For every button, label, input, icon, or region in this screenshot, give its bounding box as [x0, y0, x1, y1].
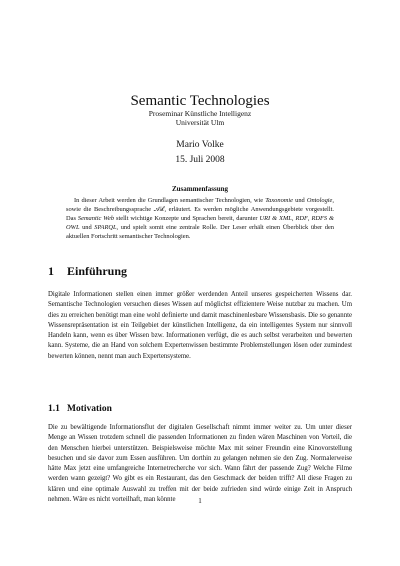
paper-date: 15. Juli 2008	[175, 155, 225, 165]
abstract-body	[66, 196, 334, 241]
subsection-1-1-body	[48, 423, 352, 505]
abstract-term: RDFS & OWL	[66, 215, 335, 231]
abstract-text-run: ,	[291, 215, 296, 222]
abstract-text-run: stellt wichtige Konzepte und Sprachen bereit, darunter	[114, 215, 260, 222]
abstract-term: URI & XML	[259, 215, 292, 222]
abstract-heading: Zusammenfassung	[171, 185, 228, 193]
author-name: Mario Volke	[176, 140, 224, 150]
seminar-name: Proseminar Künstliche Intelligenz	[148, 109, 252, 118]
abstract-text-run: und	[79, 224, 95, 231]
abstract-text-run: In dieser Arbeit werden die Grundlagen semantischer Technologien, wie	[74, 197, 266, 204]
subsection-heading-motivation	[48, 404, 112, 414]
section-title: Einführung	[67, 264, 128, 278]
subsection-1-1-paragraph: Die zu bewältigende Informationsflut der digitalen Gesellschaft nimmt immer weiter zu. Um unter dieser Menge an Wissen trotzdem schnell die passenden Informationen zu finden wären Maschinen von Vorteil, die den Menschen hierbei unterstützen. Beispielsweise möchte Max mit seiner Freundin eine Kinovorstellung besuchen und sie davor zum Essen ausführen. Um dorthin zu gelangen nehmen sie den Zug. Normalerweise hätte Max jetzt eine umfangreiche Internetrecherche vor sich. Wann fährt der passende Zug? Welche Filme werden wann gezeigt? Wo gibt es ein Restaurant, das den Geschmack der beiden trifft? All diese Fragen zu klären und eine optimale Auswahl zu treffen mit der beide zufrieden sind würde einige Zeit in Anspruch nehmen. Wäre es nicht vorteilhaft, man könnte	[48, 424, 352, 504]
section-number: 1	[48, 264, 54, 278]
subsection-number: 1.1	[48, 404, 60, 414]
abstract-term: Taxonomie	[265, 197, 293, 204]
university-name: Universität Ulm	[175, 118, 225, 127]
abstract-term: Semantic Web	[77, 215, 115, 222]
abstract-term: RDF	[295, 215, 308, 222]
subsection-title: Motivation	[67, 404, 112, 414]
section-1-paragraph: Digitale Informationen stellen einen immer größer werdenden Anteil unseres gespeicherten Wissens dar. Semantische Technologien versuchen dieses Wissen auf möglichst effizientere Weise nutzbar zu machen. Um dies zu erreichen benötigt man eine wohl definierte und damit maschinenlesbare Wissensbasis. Die so genannte Wissensrepräsentation ist ein Teilgebiet der künstlichen Intelligenz, da ein intelligentes System nur sinnvoll Handeln kann, wenn es über Wissen bzw. Informationen verfügt, die es auch selbst verarbeiten und bewerten kann. Systeme, die an Hand von solchem Expertenwissen bestimmte Problemstellungen lösen oder zumindest bewerten können, nennt man auch Expertensysteme.	[48, 291, 352, 360]
abstract-text-run: , erläutert. Es werden mögliche Anwendungsgebiete vorgestellt. Das	[66, 206, 334, 222]
abstract-text-run: 𝒜ℒ	[153, 206, 165, 213]
abstract-text-run: und	[293, 197, 307, 204]
page-number: 1	[198, 497, 202, 505]
abstract-term: SPARQL	[94, 224, 117, 231]
abstract-text-run: ,	[307, 215, 312, 222]
section-heading-einfuehrung	[48, 264, 127, 279]
section-1-body	[48, 290, 352, 362]
abstract-paragraph	[66, 196, 334, 241]
abstract-text-run: , und spielt somit eine zentrale Rolle. Der Leser erhält einen Überblick über den aktuellen Fortschritt semantischer Technologien.	[66, 224, 334, 240]
paper-title: Semantic Technologies	[130, 93, 270, 109]
abstract-text-run: , sowie die Beschreibungssprache	[66, 197, 334, 213]
abstract-term: Ontologie	[306, 197, 333, 204]
